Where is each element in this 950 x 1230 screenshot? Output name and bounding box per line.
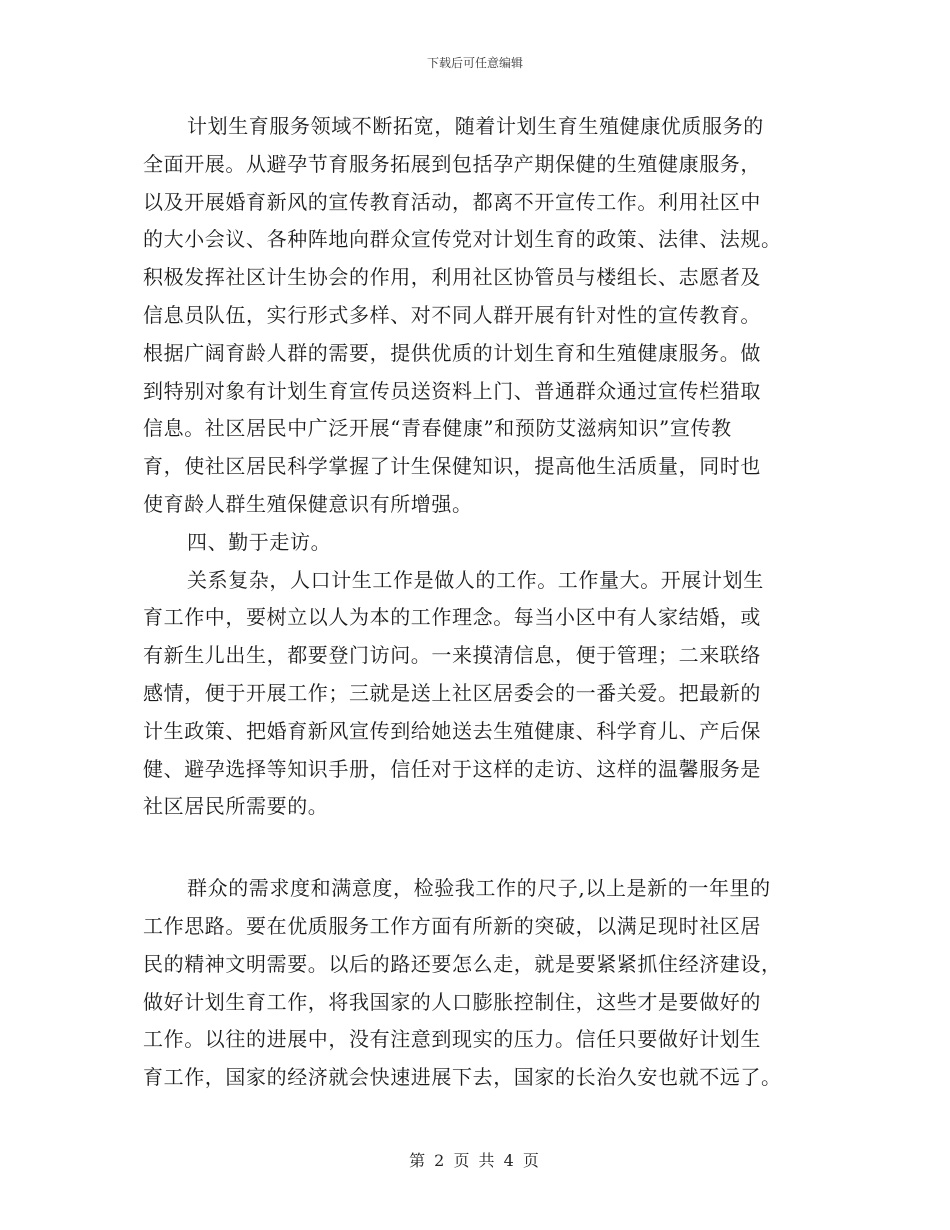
text-line: 到特别对象有计划生育宣传员送资料上门、普通群众通过宣传栏猎取 <box>143 378 761 403</box>
text-line: 育，使社区居民科学掌握了计生保健知识，提高他生活质量，同时也 <box>143 454 761 479</box>
text-line: 以及开展婚育新风的宣传教育活动，都离不开宣传工作。利用社区中 <box>143 189 761 214</box>
text-line: 的大小会议、各种阵地向群众宣传党对计划生育的政策、法律、法规。 <box>143 227 782 252</box>
text-line: 育工作中，要树立以人为本的工作理念。每当小区中有人家结婚，或 <box>143 605 761 630</box>
document-body <box>143 108 808 1097</box>
text-line: 群众的需求度和满意度，检验我工作的尺子,以上是新的一年里的 <box>187 876 771 901</box>
text-line: 有新生儿出生，都要登门访问。一来摸清信息，便于管理；二来联络 <box>143 643 761 668</box>
text-line: 根据广阔育龄人群的需要，提供优质的计划生育和生殖健康服务。做 <box>143 340 761 365</box>
paragraph-3 <box>143 870 808 1097</box>
page-header: 下载后可任意编辑 <box>426 56 523 70</box>
text-line: 做好计划生育工作，将我国家的人口膨胀控制住，这些才是要做好的 <box>143 989 761 1014</box>
text-line: 计划生育服务领域不断拓宽，随着计划生育生殖健康优质服务的 <box>187 114 764 138</box>
text-line: 感情，便于开展工作；三就是送上社区居委会的一番关爱。把最新的 <box>143 680 761 705</box>
text-line: 积极发挥社区计生协会的作用，利用社区协管员与楼组长、志愿者及 <box>143 265 761 290</box>
paragraph-2 <box>143 562 808 827</box>
text-line: 使育龄人群生殖保健意识有所增强。 <box>143 491 473 516</box>
text-line: 关系复杂，人口计生工作是做人的工作。工作量大。开展计划生 <box>187 567 764 592</box>
text-line: 社区居民所需要的。 <box>143 794 329 819</box>
text-line: 工作思路。要在优质服务工作方面有所新的突破，以满足现时社区居 <box>143 913 761 938</box>
page-number-footer: 第 2 页 共 4 页 <box>409 1151 541 1170</box>
section-heading: 四、勤于走访。 <box>187 529 332 554</box>
text-line: 全面开展。从避孕节育服务拓展到包括孕产期保健的生殖健康服务， <box>143 151 761 176</box>
text-line: 计生政策、把婚育新风宣传到给她送去生殖健康、科学育儿、产后保 <box>143 718 761 743</box>
text-line: 健、避孕选择等知识手册，信任对于这样的走访、这样的温馨服务是 <box>143 756 761 781</box>
text-line: 育工作，国家的经济就会快速进展下去，国家的长治久安也就不远了。 <box>143 1065 782 1090</box>
text-line: 工作。以往的进展中，没有注意到现实的压力。信任只要做好计划生 <box>143 1027 761 1052</box>
text-line: 信息。社区居民中广泛开展“青春健康”和预防艾滋病知识”宣传教 <box>143 416 732 441</box>
paragraph-1 <box>143 108 808 524</box>
paragraph-gap <box>143 826 808 870</box>
text-line: 民的精神文明需要。以后的路还要怎么走，就是要紧紧抓住经济建设， <box>143 951 782 976</box>
text-line: 信息员队伍，实行形式多样、对不同人群开展有针对性的宣传教育。 <box>143 302 761 327</box>
